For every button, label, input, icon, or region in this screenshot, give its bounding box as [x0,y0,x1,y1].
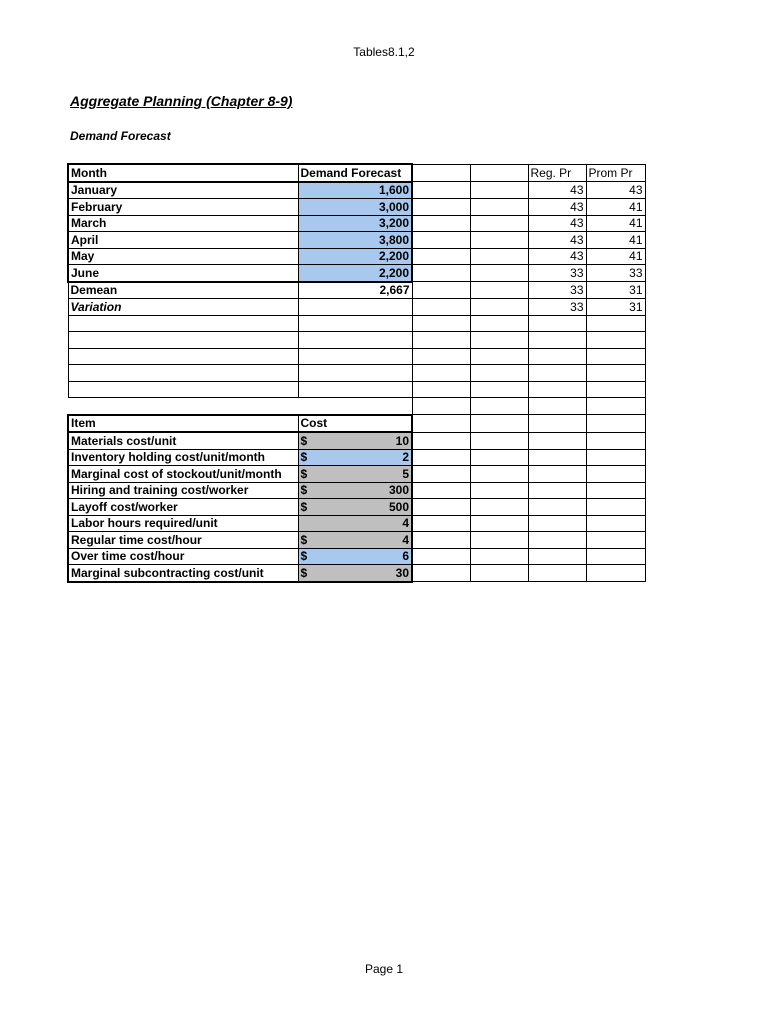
empty-row [68,315,645,332]
forecast-cell[interactable]: 3,200 [298,215,412,232]
cost-header-row [68,415,645,433]
empty-cell[interactable] [412,182,470,199]
empty-cell[interactable] [412,215,470,232]
reg-pr-cell[interactable]: 43 [528,199,586,216]
cost-row [68,548,645,565]
cost-row [68,482,645,499]
forecast-cell[interactable]: 3,800 [298,232,412,249]
reg-pr-cell[interactable]: 43 [528,182,586,199]
reg-pr-header[interactable]: Reg. Pr [528,164,586,182]
month-cell[interactable]: May [68,248,298,265]
empty-cell[interactable] [470,164,528,182]
empty-cell[interactable] [470,215,528,232]
section-subtitle: Demand Forecast [70,129,171,143]
prom-pr-cell[interactable]: 41 [586,215,645,232]
demand-row [68,182,645,199]
empty-cell[interactable] [412,265,470,282]
empty-cell[interactable] [470,199,528,216]
spreadsheet-table [67,163,646,583]
cost-row [68,515,645,532]
empty-cell[interactable] [412,232,470,249]
demand-row [68,248,645,265]
empty-cell[interactable] [412,299,470,316]
cost-item-cell[interactable]: Regular time cost/hour [68,532,298,549]
empty-cell[interactable] [470,182,528,199]
demand-row [68,215,645,232]
page-title: Aggregate Planning (Chapter 8-9) [70,93,293,109]
prom-pr-cell[interactable]: 31 [586,282,645,299]
cost-value-cell[interactable]: $ 2 [298,449,412,466]
prom-pr-header[interactable]: Prom Pr [586,164,645,182]
item-header[interactable]: Item [68,415,298,433]
forecast-cell[interactable]: 2,200 [298,248,412,265]
cost-item-cell[interactable]: Over time cost/hour [68,548,298,565]
cost-row [68,532,645,549]
cost-value-cell[interactable]: $ 5 [298,466,412,483]
month-cell[interactable]: June [68,265,298,282]
cost-value-cell[interactable]: $ 500 [298,499,412,516]
demean-value[interactable]: 2,667 [298,282,412,299]
demand-header-row [68,164,645,182]
page-header: Tables8.1,2 [353,45,415,59]
prom-pr-cell[interactable]: 31 [586,299,645,316]
cost-item-cell[interactable]: Hiring and training cost/worker [68,482,298,499]
demand-forecast-header[interactable]: Demand Forecast [298,164,412,182]
cost-item-cell[interactable]: Layoff cost/worker [68,499,298,516]
empty-cell[interactable] [470,232,528,249]
cost-value-cell[interactable]: $ 300 [298,482,412,499]
cost-item-cell[interactable]: Marginal subcontracting cost/unit [68,565,298,582]
empty-cell[interactable] [412,282,470,299]
cost-value-cell[interactable]: 4 [298,515,412,532]
forecast-cell[interactable]: 2,200 [298,265,412,282]
prom-pr-cell[interactable]: 43 [586,182,645,199]
month-cell[interactable]: March [68,215,298,232]
reg-pr-cell[interactable]: 43 [528,232,586,249]
empty-row [68,348,645,365]
cost-row [68,499,645,516]
empty-row [68,332,645,349]
empty-cell[interactable] [470,265,528,282]
prom-pr-cell[interactable]: 41 [586,199,645,216]
cost-item-cell[interactable]: Materials cost/unit [68,432,298,449]
empty-cell[interactable] [470,282,528,299]
empty-cell[interactable] [412,199,470,216]
cost-row [68,432,645,449]
reg-pr-cell[interactable]: 43 [528,215,586,232]
demand-row [68,199,645,216]
prom-pr-cell[interactable]: 41 [586,248,645,265]
cost-item-cell[interactable]: Inventory holding cost/unit/month [68,449,298,466]
cost-value-cell[interactable]: $ 30 [298,565,412,582]
demand-row [68,265,645,282]
empty-row [68,381,645,398]
reg-pr-cell[interactable]: 33 [528,299,586,316]
demand-row [68,232,645,249]
empty-cell[interactable] [412,248,470,265]
cost-item-cell[interactable]: Marginal cost of stockout/unit/month [68,466,298,483]
cost-value-cell[interactable]: $ 10 [298,432,412,449]
month-cell[interactable]: February [68,199,298,216]
cost-row [68,466,645,483]
empty-cell[interactable] [470,299,528,316]
page-footer: Page 1 [364,962,404,976]
forecast-cell[interactable]: 3,000 [298,199,412,216]
cost-value-cell[interactable]: $ 4 [298,532,412,549]
cost-header[interactable]: Cost [298,415,412,433]
demean-row [68,282,645,299]
forecast-cell[interactable]: 1,600 [298,182,412,199]
empty-cell[interactable] [470,248,528,265]
variation-row [68,299,645,316]
reg-pr-cell[interactable]: 33 [528,265,586,282]
reg-pr-cell[interactable]: 43 [528,248,586,265]
prom-pr-cell[interactable]: 41 [586,232,645,249]
variation-label[interactable]: Variation [68,299,298,316]
empty-row [68,365,645,382]
prom-pr-cell[interactable]: 33 [586,265,645,282]
month-cell[interactable]: April [68,232,298,249]
cost-row [68,449,645,466]
empty-cell[interactable] [298,299,412,316]
spacer-row [68,398,645,415]
month-header[interactable]: Month [68,164,298,182]
empty-cell[interactable] [412,164,470,182]
cost-value-cell[interactable]: $ 6 [298,548,412,565]
reg-pr-cell[interactable]: 33 [528,282,586,299]
cost-item-cell[interactable]: Labor hours required/unit [68,515,298,532]
month-cell[interactable]: January [68,182,298,199]
demean-label[interactable]: Demean [68,282,298,299]
cost-row [68,565,645,582]
